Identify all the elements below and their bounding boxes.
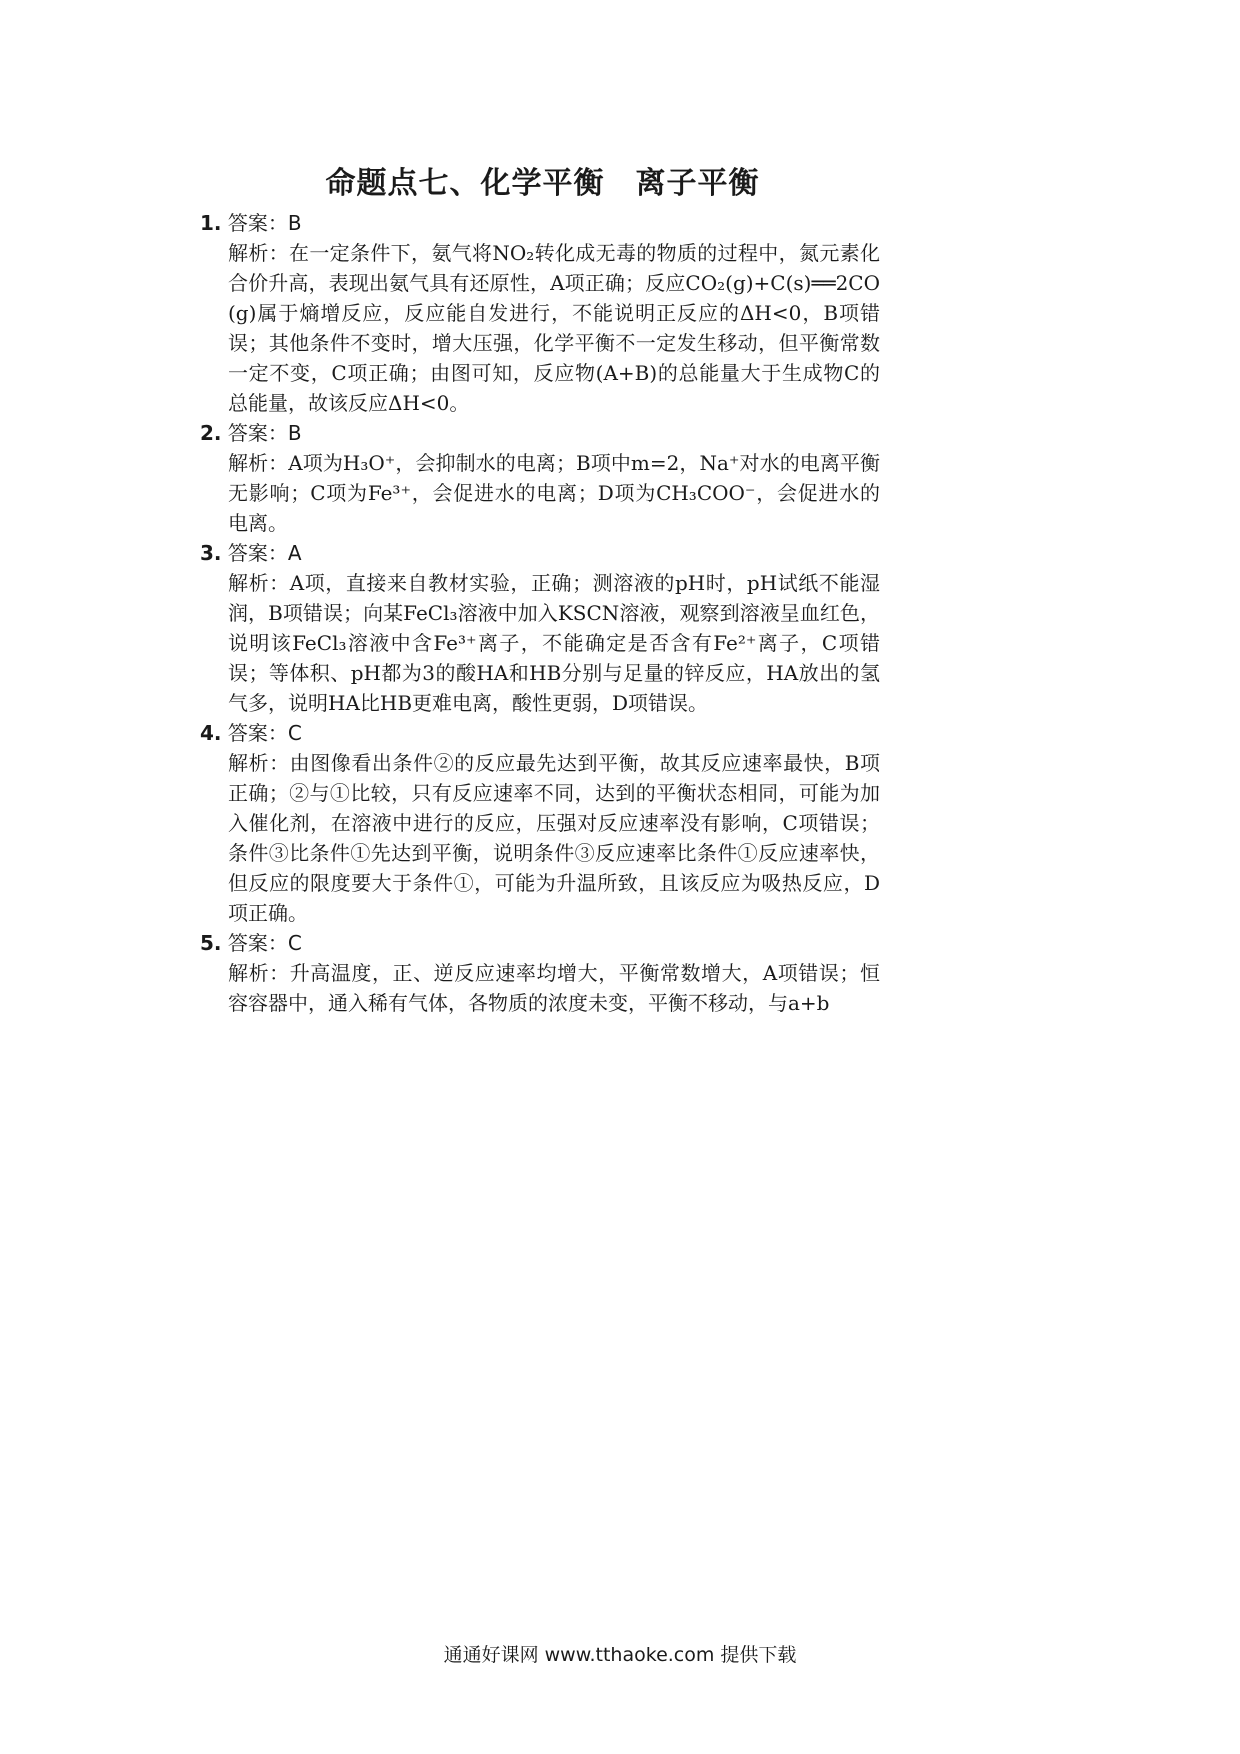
explanation-text: 解析：升高温度，正、逆反应速率均增大，平衡常数增大，A项错误；恒容容器中，通入稀有气体，各物质的浓度未变，平衡不移动，与a+b: [228, 961, 880, 1015]
answer-item-2: [200, 418, 880, 538]
explanation-text: 解析：由图像看出条件②的反应最先达到平衡，故其反应速率最快，B项正确；②与①比较，只有反应速率不同，达到的平衡状态相同，可能为加入催化剂，在溶液中进行的反应，压强对反应速率没有影响，C项错误；条件③比条件①先达到平衡，说明条件③反应速率比条件①反应速率快，但反应的限度要大于条件①，可能为升温所致，且该反应为吸热反应，D项正确。: [228, 751, 880, 925]
explanation-text: 解析：在一定条件下，氨气将NO₂转化成无毒的物质的过程中，氮元素化合价升高，表现出氨气具有还原性，A项正确；反应CO₂(g)+C(s)══2CO(g)属于熵增反应，反应能自发进行，不能说明正反应的ΔH<0，B项错误；其他条件不变时，增大压强，化学平衡不一定发生移动，但平衡常数一定不变，C项正确；由图可知，反应物(A+B)的总能量大于生成物C的总能量，故该反应ΔH<0。: [228, 241, 880, 415]
footer-download-notice: 通通好课网 www.tthaoke.com 提供下载: [443, 1644, 797, 1666]
item-number: 4.: [200, 721, 222, 745]
answer-label: 答案：C: [227, 931, 302, 955]
answer-item-3: [200, 538, 880, 718]
answer-item-4: [200, 718, 880, 928]
explanation-text: 解析：A项，直接来自教材实验，正确；测溶液的pH时，pH试纸不能湿润，B项错误；向某FeCl₃溶液中加入KSCN溶液，观察到溶液呈血红色，说明该FeCl₃溶液中含Fe³⁺离子，不能确定是否含有Fe²⁺离子，C项错误；等体积、pH都为3的酸HA和HB分别与足量的锌反应，HA放出的氢气多，说明HA比HB更难电离，酸性更弱，D项错误。: [228, 571, 880, 715]
item-number: 1.: [200, 211, 222, 235]
item-number: 2.: [200, 421, 222, 445]
item-number: 3.: [200, 541, 222, 565]
answer-item-5: [200, 928, 880, 1018]
page-title: 命题点七、化学平衡 离子平衡: [325, 166, 760, 201]
answer-list: [200, 208, 880, 1018]
answer-label: 答案：A: [227, 541, 302, 565]
answer-label: 答案：B: [227, 211, 302, 235]
item-number: 5.: [200, 931, 222, 955]
answer-item-1: [200, 208, 880, 418]
answer-label: 答案：C: [227, 721, 302, 745]
answer-label: 答案：B: [227, 421, 302, 445]
explanation-text: 解析：A项为H₃O⁺，会抑制水的电离；B项中m=2，Na⁺对水的电离平衡无影响；C项为Fe³⁺，会促进水的电离；D项为CH₃COO⁻，会促进水的电离。: [228, 451, 880, 535]
